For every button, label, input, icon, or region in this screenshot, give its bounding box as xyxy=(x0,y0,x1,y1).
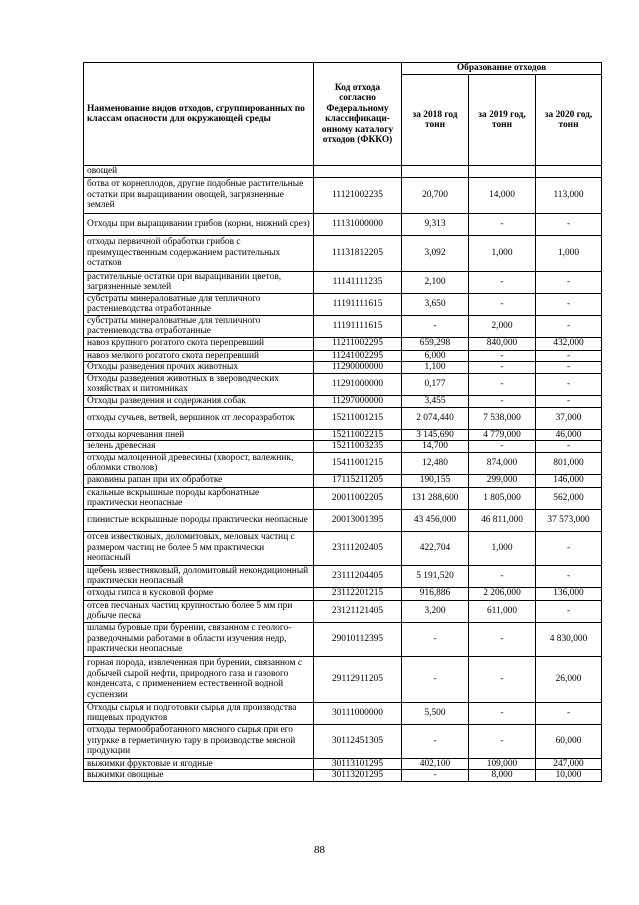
cell-code: 11297000000 xyxy=(314,395,402,407)
cell-name: скальные вскрышные породы карбонатные практически неопасные xyxy=(84,487,314,509)
cell-code: 30113201295 xyxy=(314,770,402,782)
cell-name: Отходы при выращивании грибов (корни, нижний срез) xyxy=(84,213,314,235)
cell-2019: - xyxy=(469,441,536,453)
cell-name: отходы корчевания пней xyxy=(84,429,314,441)
cell-2020: - xyxy=(536,362,602,374)
cell-2020: 10,000 xyxy=(536,770,602,782)
cell-2018: - xyxy=(402,656,469,702)
header-group: Образование отходов xyxy=(402,63,602,75)
cell-2019: - xyxy=(469,395,536,407)
cell-name: Отходы разведения животных в звероводческих хозяйствах и питомниках xyxy=(84,373,314,395)
cell-2018: 43 456,000 xyxy=(402,509,469,531)
cell-2018: 916,886 xyxy=(402,587,469,600)
header-year-2019: за 2019 год, тонн xyxy=(469,75,536,166)
cell-2019: - xyxy=(469,724,536,758)
cell-2019: 46 811,000 xyxy=(469,509,536,531)
table-row xyxy=(84,452,602,474)
cell-name: отходы сучьев, ветвей, вершинок от лесоразработок xyxy=(84,407,314,429)
cell-2019 xyxy=(469,166,536,178)
cell-2019: 2 206,000 xyxy=(469,587,536,600)
table-body xyxy=(84,166,602,782)
table-row xyxy=(84,213,602,235)
cell-2018: 5,500 xyxy=(402,702,469,724)
cell-name: отходы гипса в кусковой форме xyxy=(84,587,314,600)
cell-2019: 2,000 xyxy=(469,315,536,337)
cell-2019: - xyxy=(469,350,536,362)
cell-code: 11191111615 xyxy=(314,293,402,315)
table-row xyxy=(84,600,602,622)
cell-2020: 432,000 xyxy=(536,337,602,350)
cell-2019: - xyxy=(469,271,536,293)
cell-2019: - xyxy=(469,622,536,656)
cell-2018: 422,704 xyxy=(402,531,469,565)
cell-name: отсев песчаных частиц крупностью более 5 мм при добыче песка xyxy=(84,600,314,622)
cell-2019: 14,000 xyxy=(469,177,536,213)
cell-code: 11131812205 xyxy=(314,235,402,271)
cell-2018: 12,480 xyxy=(402,452,469,474)
cell-2020: 37,000 xyxy=(536,407,602,429)
cell-code: 15411001215 xyxy=(314,452,402,474)
cell-code: 23121121405 xyxy=(314,600,402,622)
cell-2018: 2 074,440 xyxy=(402,407,469,429)
cell-2018 xyxy=(402,166,469,178)
cell-2020 xyxy=(536,166,602,178)
cell-2019: 1,000 xyxy=(469,531,536,565)
cell-2020: 46,000 xyxy=(536,429,602,441)
table-row xyxy=(84,770,602,782)
cell-2019: 874,000 xyxy=(469,452,536,474)
cell-name: ботва от корнеплодов, другие подобные растительные остатки при выращивании овощей, загрязненные землей xyxy=(84,177,314,213)
cell-2020: 60,000 xyxy=(536,724,602,758)
cell-2020: 562,000 xyxy=(536,487,602,509)
cell-2019: - xyxy=(469,565,536,587)
cell-2018: 3,200 xyxy=(402,600,469,622)
cell-2018: 3,092 xyxy=(402,235,469,271)
cell-code: 15211001215 xyxy=(314,407,402,429)
header-code: Код отхода согласно Федеральному классификаци-онному каталогу отходов (ФККО) xyxy=(314,63,402,166)
cell-2020: 113,000 xyxy=(536,177,602,213)
cell-2020: 136,000 xyxy=(536,587,602,600)
cell-code: 30111000000 xyxy=(314,702,402,724)
header-name: Наименование видов отходов, сгруппированных по классам опасности для окружающей среды xyxy=(84,63,314,166)
cell-2020: - xyxy=(536,565,602,587)
cell-name: субстраты минераловатные для тепличного растениеводства отработанные xyxy=(84,315,314,337)
cell-code: 23111202405 xyxy=(314,531,402,565)
cell-code: 23111204405 xyxy=(314,565,402,587)
table-row xyxy=(84,724,602,758)
cell-2020: 37 573,000 xyxy=(536,509,602,531)
cell-2019: 1,000 xyxy=(469,235,536,271)
cell-name: овощей xyxy=(84,166,314,178)
cell-code: 29010112395 xyxy=(314,622,402,656)
table-header xyxy=(84,63,602,166)
cell-2020: 26,000 xyxy=(536,656,602,702)
cell-2018: 659,298 xyxy=(402,337,469,350)
cell-code: 15211002215 xyxy=(314,429,402,441)
table-row xyxy=(84,509,602,531)
cell-name: отходы первичной обработки грибов с преимущественным содержанием растительных остатков xyxy=(84,235,314,271)
cell-2018: 1,100 xyxy=(402,362,469,374)
cell-2019: - xyxy=(469,293,536,315)
cell-2018: 3 145,690 xyxy=(402,429,469,441)
cell-2019: 109,000 xyxy=(469,758,536,770)
table-row xyxy=(84,531,602,565)
table-row xyxy=(84,395,602,407)
cell-2020: 4 830,000 xyxy=(536,622,602,656)
cell-name: зелень древесная xyxy=(84,441,314,453)
cell-code: 15211003235 xyxy=(314,441,402,453)
cell-code: 11131000000 xyxy=(314,213,402,235)
table-row xyxy=(84,337,602,350)
cell-2018: 190,155 xyxy=(402,474,469,487)
table-row xyxy=(84,702,602,724)
cell-2018: 5 191,520 xyxy=(402,565,469,587)
table-row xyxy=(84,362,602,374)
cell-2019: 4 779,000 xyxy=(469,429,536,441)
table-row xyxy=(84,656,602,702)
table-row xyxy=(84,441,602,453)
cell-2018: 0,177 xyxy=(402,373,469,395)
cell-name: навоз мелкого рогатого скота перепревший xyxy=(84,350,314,362)
cell-2018: 402,100 xyxy=(402,758,469,770)
cell-name: отсев известковых, доломитовых, меловых частиц с размером частиц не более 5 мм практически неопасный xyxy=(84,531,314,565)
header-year-2018: за 2018 год тонн xyxy=(402,75,469,166)
cell-code: 20013001395 xyxy=(314,509,402,531)
table-row xyxy=(84,758,602,770)
cell-2018: - xyxy=(402,622,469,656)
cell-name: Отходы сырья и подготовки сырья для производства пищевых продуктов xyxy=(84,702,314,724)
cell-2019: 840,000 xyxy=(469,337,536,350)
cell-2020: - xyxy=(536,315,602,337)
table-row xyxy=(84,429,602,441)
cell-2020: - xyxy=(536,271,602,293)
cell-2019: - xyxy=(469,656,536,702)
cell-2019: 7 538,000 xyxy=(469,407,536,429)
cell-2019: 8,000 xyxy=(469,770,536,782)
table-row xyxy=(84,235,602,271)
cell-2020: 1,000 xyxy=(536,235,602,271)
cell-name: Отходы разведения прочих животных xyxy=(84,362,314,374)
cell-name: глинистые вскрышные породы практически неопасные xyxy=(84,509,314,531)
table-row xyxy=(84,293,602,315)
cell-2018: 6,000 xyxy=(402,350,469,362)
cell-2020: - xyxy=(536,350,602,362)
table-row xyxy=(84,407,602,429)
table-row xyxy=(84,487,602,509)
cell-code: 23112201215 xyxy=(314,587,402,600)
table-row xyxy=(84,350,602,362)
cell-2018: 131 288,600 xyxy=(402,487,469,509)
cell-code: 17115211205 xyxy=(314,474,402,487)
cell-2018: - xyxy=(402,724,469,758)
cell-code: 11211002295 xyxy=(314,337,402,350)
cell-2018: - xyxy=(402,315,469,337)
cell-name: горная порода, извлеченная при бурении, связанном с добычей сырой нефти, природного газа и газового конденсата, с применением естественной водной суспензии xyxy=(84,656,314,702)
cell-2020: 146,000 xyxy=(536,474,602,487)
cell-2020: - xyxy=(536,213,602,235)
cell-2020: - xyxy=(536,373,602,395)
cell-name: выжимки овощные xyxy=(84,770,314,782)
cell-code: 11290000000 xyxy=(314,362,402,374)
cell-code: 11241002295 xyxy=(314,350,402,362)
cell-code: 11191111615 xyxy=(314,315,402,337)
cell-2018: - xyxy=(402,770,469,782)
table-row xyxy=(84,565,602,587)
cell-name: субстраты минераловатные для тепличного растениеводства отработанные xyxy=(84,293,314,315)
cell-2018: 2,100 xyxy=(402,271,469,293)
cell-2020: - xyxy=(536,293,602,315)
cell-2019: - xyxy=(469,373,536,395)
cell-code: 30112451305 xyxy=(314,724,402,758)
cell-name: щебень известняковый, доломитовый некондиционный практически неопасный xyxy=(84,565,314,587)
cell-name: растительные остатки при выращивании цветов, загрязненные землей xyxy=(84,271,314,293)
cell-code: 20011002205 xyxy=(314,487,402,509)
cell-2018: 20,700 xyxy=(402,177,469,213)
cell-name: отходы малоценной древесины (хворост, валежник, обломки стволов) xyxy=(84,452,314,474)
cell-2020: - xyxy=(536,702,602,724)
cell-code: 30113101295 xyxy=(314,758,402,770)
table-row xyxy=(84,622,602,656)
cell-2019: - xyxy=(469,213,536,235)
cell-2020: - xyxy=(536,395,602,407)
cell-2020: - xyxy=(536,600,602,622)
cell-2020: - xyxy=(536,441,602,453)
table-row xyxy=(84,271,602,293)
cell-2020: - xyxy=(536,531,602,565)
table-row xyxy=(84,315,602,337)
cell-code xyxy=(314,166,402,178)
cell-code: 11121002235 xyxy=(314,177,402,213)
cell-2020: 801,000 xyxy=(536,452,602,474)
cell-code: 11141111235 xyxy=(314,271,402,293)
page-number: 88 xyxy=(314,844,325,856)
cell-2019: 299,000 xyxy=(469,474,536,487)
cell-2019: 611,000 xyxy=(469,600,536,622)
cell-2018: 3,455 xyxy=(402,395,469,407)
table-row xyxy=(84,177,602,213)
cell-2019: - xyxy=(469,702,536,724)
cell-name: раковины рапан при их обработке xyxy=(84,474,314,487)
cell-2019: - xyxy=(469,362,536,374)
cell-name: выжимки фруктовые и ягодные xyxy=(84,758,314,770)
cell-2019: 1 805,000 xyxy=(469,487,536,509)
cell-2018: 3,650 xyxy=(402,293,469,315)
cell-name: Отходы разведения и содержания собак xyxy=(84,395,314,407)
waste-table xyxy=(83,62,602,782)
cell-name: навоз крупного рогатого скота перепревший xyxy=(84,337,314,350)
cell-2018: 14,700 xyxy=(402,441,469,453)
table-row xyxy=(84,587,602,600)
header-year-2020: за 2020 год, тонн xyxy=(536,75,602,166)
table-row xyxy=(84,166,602,178)
table-row xyxy=(84,474,602,487)
cell-code: 29112911205 xyxy=(314,656,402,702)
cell-name: отходы термообработанного мясного сырья при его упуркке в герметичную тару в производстве мясной продукции xyxy=(84,724,314,758)
cell-2020: 247,000 xyxy=(536,758,602,770)
table-row xyxy=(84,373,602,395)
cell-code: 11291000000 xyxy=(314,373,402,395)
cell-name: шламы буровые при бурении, связанном с геолого-разведочными работами в области изучения недр, практически неопасные xyxy=(84,622,314,656)
cell-2018: 9,313 xyxy=(402,213,469,235)
